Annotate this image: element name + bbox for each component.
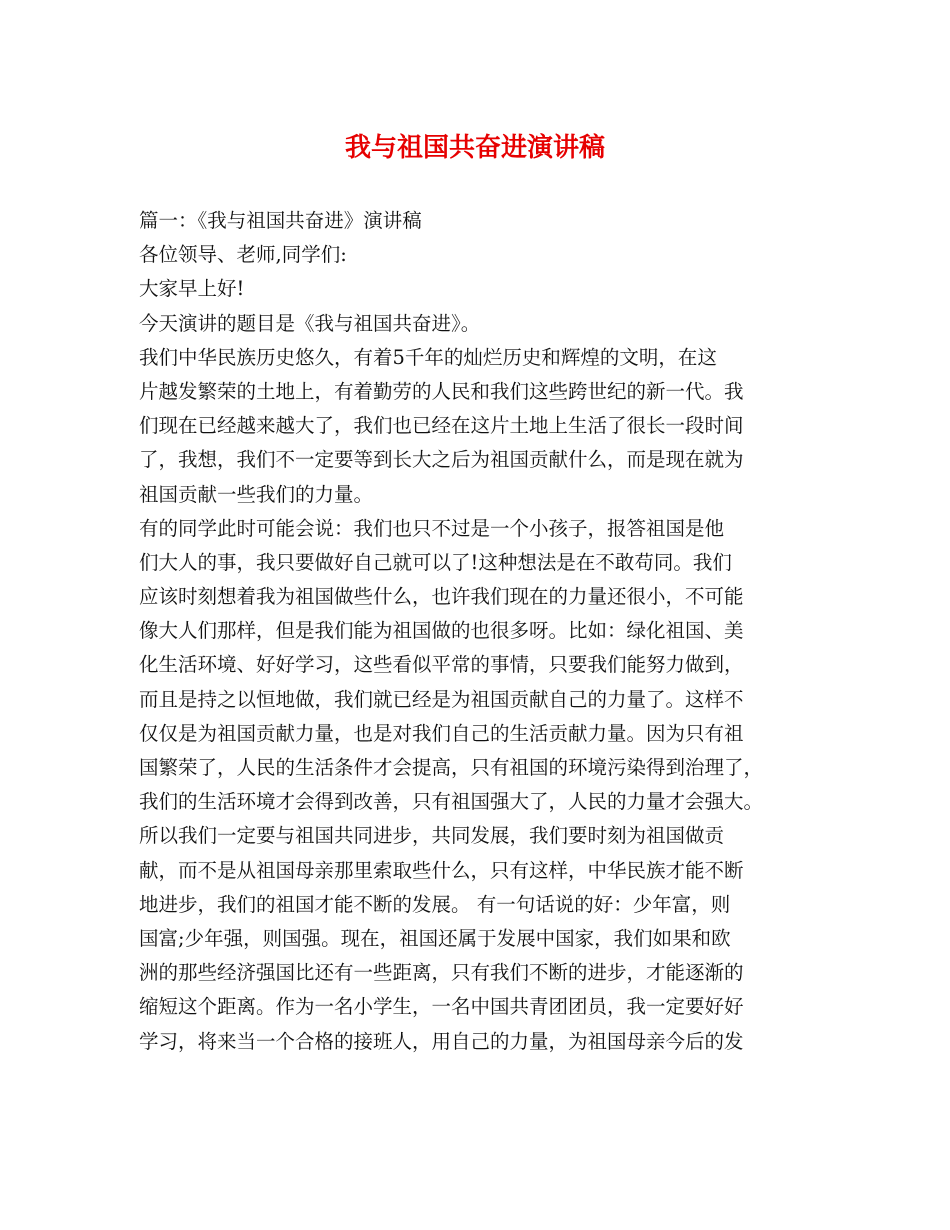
text-line: 我们中华民族历史悠久，有着5千年的灿烂历史和辉煌的文明，在这 bbox=[139, 345, 717, 369]
text-line: 而且是持之以恒地做，我们就已经是为祖国贡献自己的力量了。这样不 bbox=[139, 687, 744, 711]
text-line: 洲的那些经济强国比还有一些距离，只有我们不断的进步，才能逐渐的 bbox=[139, 961, 744, 985]
text-line: 祖国贡献一些我们的力量。 bbox=[139, 482, 374, 506]
text-line: 们大人的事，我只要做好自己就可以了!这种想法是在不敢苟同。我们 bbox=[139, 550, 732, 574]
text-line: 学习，将来当一个合格的接班人，用自己的力量，为祖国母亲今后的发 bbox=[139, 1029, 744, 1053]
text-line: 片越发繁荣的土地上，有着勤劳的人民和我们这些跨世纪的新一代。我 bbox=[139, 379, 744, 403]
text-line: 所以我们一定要与祖国共同进步，共同发展，我们要时刻为祖国做贡 bbox=[139, 824, 725, 848]
text-line: 化生活环境、好好学习，这些看似平常的事情，只要我们能努力做到， bbox=[139, 653, 744, 677]
text-line: 大家早上好! bbox=[139, 277, 245, 301]
text-line: 国繁荣了，人民的生活条件才会提高，只有祖国的环境污染得到治理了， bbox=[139, 756, 764, 779]
text-line: 各位领导、老师,同学们: bbox=[139, 243, 347, 267]
text-line: 像大人们那样，但是我们能为祖国做的也很多呀。比如：绿化祖国、美 bbox=[139, 619, 744, 643]
text-line: 应该时刻想着我为祖国做些什么，也许我们现在的力量还很小，不可能 bbox=[139, 585, 744, 609]
text-line: 们现在已经越来越大了，我们也已经在这片土地上生活了很长一段时间 bbox=[139, 414, 744, 438]
text-line: 我们的生活环境才会得到改善，只有祖国强大了，人民的力量才会强大。 bbox=[139, 790, 764, 814]
text-line: 今天演讲的题目是《我与祖国共奋进》。 bbox=[139, 311, 481, 335]
text-line: 地进步，我们的祖国才能不断的发展。 有一句话说的好：少年富，则 bbox=[139, 892, 731, 916]
text-line: 缩短这个距离。作为一名小学生，一名中国共青团团员，我一定要好好 bbox=[139, 995, 744, 1019]
text-line: 篇一：《我与祖国共奋进》演讲稿 bbox=[139, 209, 422, 232]
document-title: 我与祖国共奋进演讲稿 bbox=[344, 133, 605, 163]
text-line: 国富;少年强，则国强。现在，祖国还属于发展中国家，我们如果和欧 bbox=[139, 926, 731, 950]
document-body bbox=[139, 204, 819, 1059]
text-line: 献，而不是从祖国母亲那里索取些什么，只有这样，中华民族才能不断 bbox=[139, 858, 744, 882]
text-line: 有的同学此时可能会说：我们也只不过是一个小孩子，报答祖国是他 bbox=[139, 516, 725, 540]
text-line: 仅仅是为祖国贡献力量，也是对我们自己的生活贡献力量。因为只有祖 bbox=[139, 721, 744, 745]
text-line: 了，我想，我们不一定要等到长大之后为祖国贡献什么，而是现在就为 bbox=[139, 448, 744, 472]
